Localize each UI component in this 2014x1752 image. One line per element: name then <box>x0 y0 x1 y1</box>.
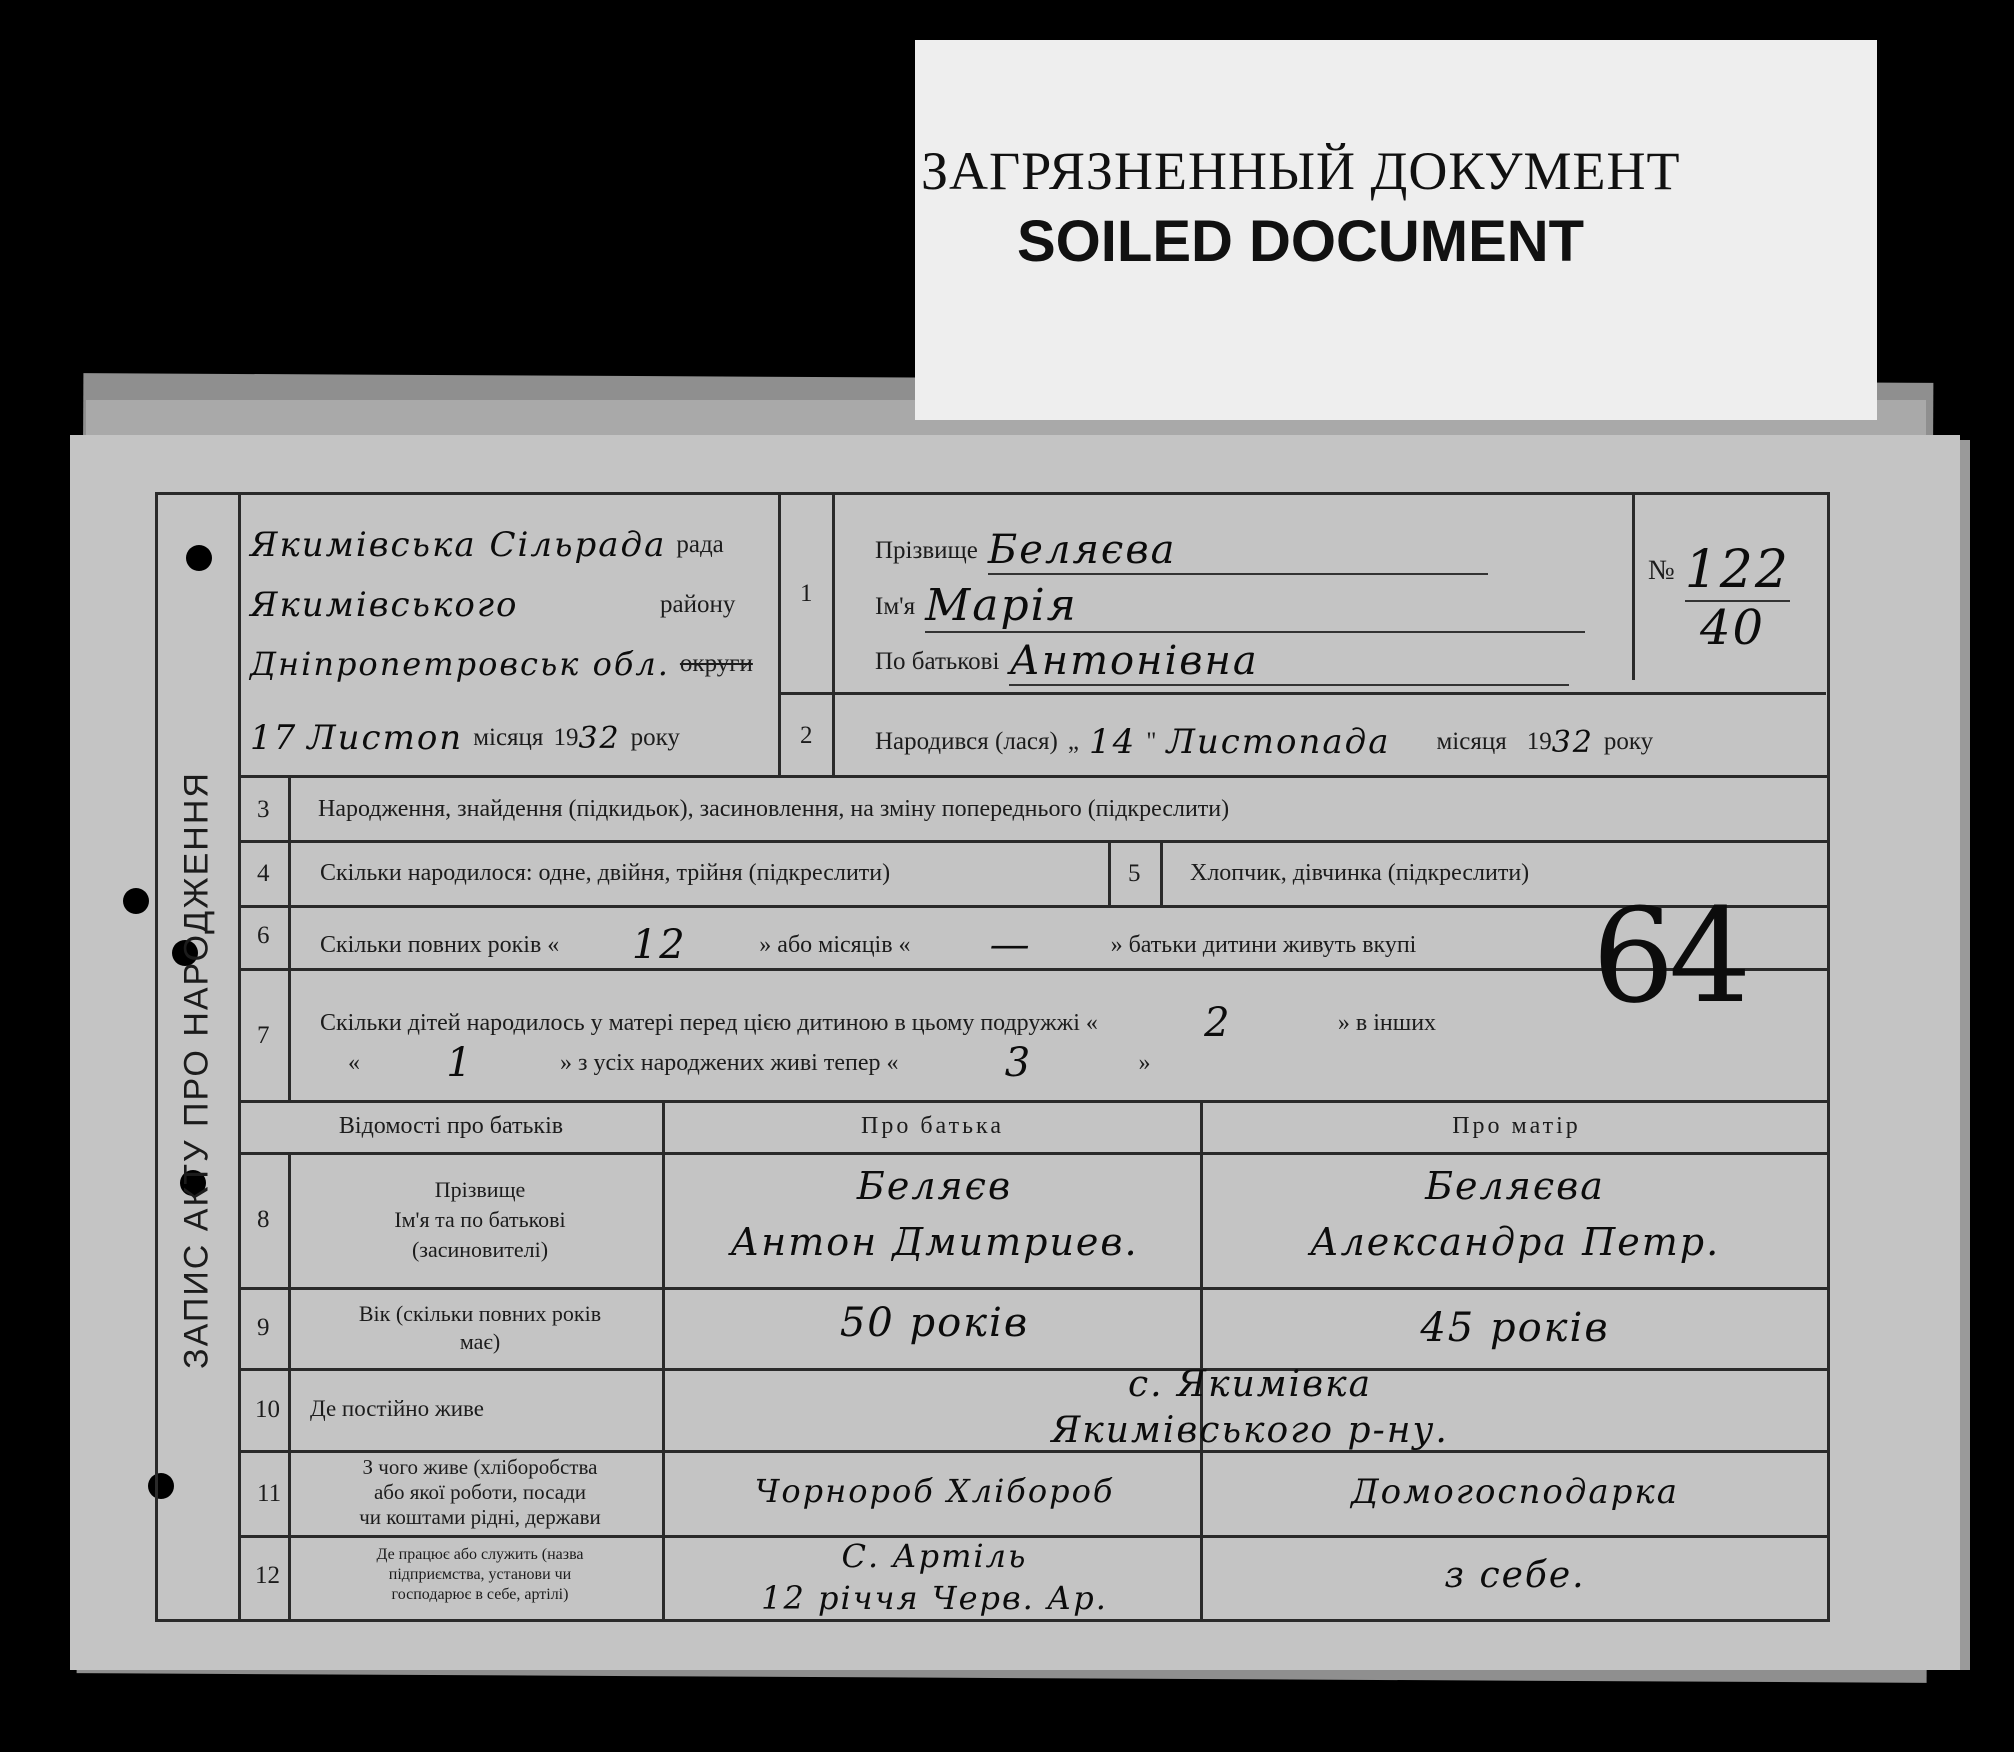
divider <box>238 1100 1830 1103</box>
district-line <box>250 585 735 625</box>
row-number: 11 <box>257 1480 282 1507</box>
row-number: 2 <box>800 722 813 749</box>
row-number: 9 <box>257 1314 270 1341</box>
registration-date-line <box>250 718 680 758</box>
residence-value: с. Якимівка Якимівського р-ну. <box>1051 1364 1449 1451</box>
row-number: 12 <box>255 1562 280 1589</box>
divider <box>288 1152 291 1622</box>
divider <box>778 495 781 775</box>
record-number-label: № <box>1648 555 1675 586</box>
child-patronymic-line <box>875 638 1569 686</box>
row-number: 10 <box>255 1396 280 1423</box>
row6-text-c: » батьки дитини живуть вкупі <box>1110 931 1417 958</box>
row9-label: Вік (скільки повних років має) <box>358 1301 602 1354</box>
mother-name-value: Беляєва Александра Петр. <box>1309 1164 1721 1264</box>
row5-text: Хлопчик, дівчинка (підкреслити) <box>1190 860 1530 886</box>
birth-date-label: Народився (лася) <box>875 728 1058 755</box>
row11-label: З чого живе (хліборобства або якої роботи, посади чи коштами рідні, держави <box>359 1455 601 1529</box>
row7-text-e: » <box>1138 1049 1151 1076</box>
parents-header-info: Відомості про батьків <box>338 1113 564 1139</box>
row-number: 1 <box>800 580 813 607</box>
soiled-document-label <box>915 40 1877 420</box>
record-number-value: 122 <box>1684 540 1790 600</box>
mother-occupation-value: Домогосподарка <box>1351 1472 1679 1512</box>
council-label: рада <box>676 531 724 558</box>
father-age-value: 50 років <box>839 1300 1030 1346</box>
side-title: ЗАПИС АКТУ ПРО НАРОДЖЕННЯ <box>177 771 216 1369</box>
child-patronymic-value: Антонівна <box>1009 638 1569 686</box>
birth-day: 14 <box>1088 722 1137 762</box>
punch-hole <box>123 888 149 914</box>
row12-label: Де працює або служить (назва підприємства, установи чи господарює в себе, артілі) <box>376 1546 584 1603</box>
margin-note-top: 40 <box>1700 600 1766 656</box>
divider <box>832 495 835 775</box>
row6-years-value: 12 <box>631 922 687 968</box>
row-number: 5 <box>1128 860 1141 887</box>
birth-month: Листопада <box>1166 722 1391 762</box>
district-value: Якимівського <box>250 585 519 625</box>
birth-year-label: року <box>1603 728 1654 755</box>
row3-text: Народження, знайдення (підкидьок), засиновлення, на зміну попереднього (підкреслити) <box>318 796 1230 822</box>
region-label: округи <box>679 650 753 677</box>
label-russian-text: ЗАГРЯЗНЕННЫЙ ДОКУМЕНТ <box>921 141 1681 201</box>
registration-month-label: місяця <box>473 724 544 751</box>
divider <box>1160 843 1163 905</box>
father-workplace-value: С. Артіль 12 річчя Черв. Ар. <box>761 1537 1108 1617</box>
divider <box>238 840 1830 843</box>
row-number: 6 <box>257 922 270 949</box>
district-label: району <box>660 591 736 618</box>
row6-months-value: — <box>989 922 1032 968</box>
registration-year-label: року <box>630 724 680 751</box>
parents-header-mother: Про матір <box>1452 1113 1581 1139</box>
birth-year-value: 32 <box>1551 724 1594 760</box>
row7-text-b: » в інших <box>1337 1009 1437 1036</box>
row6-line <box>320 922 1416 968</box>
row10-label: Де постійно живе <box>310 1396 484 1421</box>
divider <box>288 775 291 1100</box>
child-name-value: Марія <box>925 580 1585 633</box>
child-name-line <box>875 580 1585 633</box>
row7-text-d: » з усіх народжених живі тепер « <box>560 1049 899 1076</box>
child-surname-label: Прізвище <box>875 537 978 564</box>
council-value: Якимівська Сільрада <box>250 525 667 565</box>
divider <box>1632 495 1635 680</box>
child-name-label: Ім'я <box>875 592 916 620</box>
child-surname-value: Беляєва <box>988 527 1488 575</box>
divider <box>238 1152 1830 1155</box>
region-value: Дніпропетровськ обл. <box>250 645 670 683</box>
registration-year-value: 32 <box>578 720 621 756</box>
row7-alive-value: 3 <box>1004 1040 1033 1086</box>
row7-text-a: Скільки дітей народилось у матері перед цією дитиною в цьому подружжі « <box>320 1009 1098 1036</box>
row-number: 4 <box>257 860 270 887</box>
registration-month: Листоп <box>307 718 464 758</box>
mother-age-value: 45 років <box>1420 1305 1610 1351</box>
child-patronymic-label: По батькові <box>875 648 1000 675</box>
divider <box>1108 843 1111 905</box>
row7-line2 <box>348 1040 1150 1086</box>
divider <box>238 775 1828 778</box>
row6-text-a: Скільки повних років « <box>320 931 560 958</box>
label-english-text: SOILED DOCUMENT <box>1017 209 1585 274</box>
row7-in-marriage-value: 2 <box>1204 1000 1232 1046</box>
parents-header-father: Про батька <box>861 1113 1004 1139</box>
council-line <box>250 525 724 565</box>
birth-year-prefix: 19 <box>1526 728 1552 755</box>
birth-month-label: місяця <box>1436 728 1507 755</box>
row4-text: Скільки народилося: одне, двійня, трійня (підкреслити) <box>320 860 891 886</box>
divider <box>238 1287 1830 1290</box>
row-number: 7 <box>257 1022 270 1049</box>
record-number <box>1648 540 1790 602</box>
divider <box>1200 1450 1203 1622</box>
birth-date-line: Народився (лася) „ 14 " Листопада місяця 19 32 року <box>875 722 1654 762</box>
child-surname-line <box>875 527 1488 575</box>
father-name-value: Беляєв Антон Дмитриев. <box>730 1164 1139 1264</box>
divider <box>662 1100 665 1622</box>
margin-note-mid: 64 <box>1592 880 1746 1032</box>
row7-other-value: 1 <box>446 1040 474 1086</box>
row6-text-b: » або місяців « <box>759 931 911 958</box>
father-occupation-value: Чорнороб Хлібороб <box>754 1472 1115 1510</box>
registration-year-prefix: 19 <box>553 724 579 751</box>
row-number: 3 <box>257 796 270 823</box>
mother-workplace-value: з себе. <box>1444 1555 1586 1596</box>
row7-text-c: « <box>348 1049 360 1076</box>
divider <box>781 692 1826 695</box>
registration-day: 17 <box>250 718 298 758</box>
region-line <box>250 645 753 683</box>
row8-label: Прізвище Ім'я та по батькові (засиновителі) <box>394 1177 566 1262</box>
row-number: 8 <box>257 1206 270 1233</box>
